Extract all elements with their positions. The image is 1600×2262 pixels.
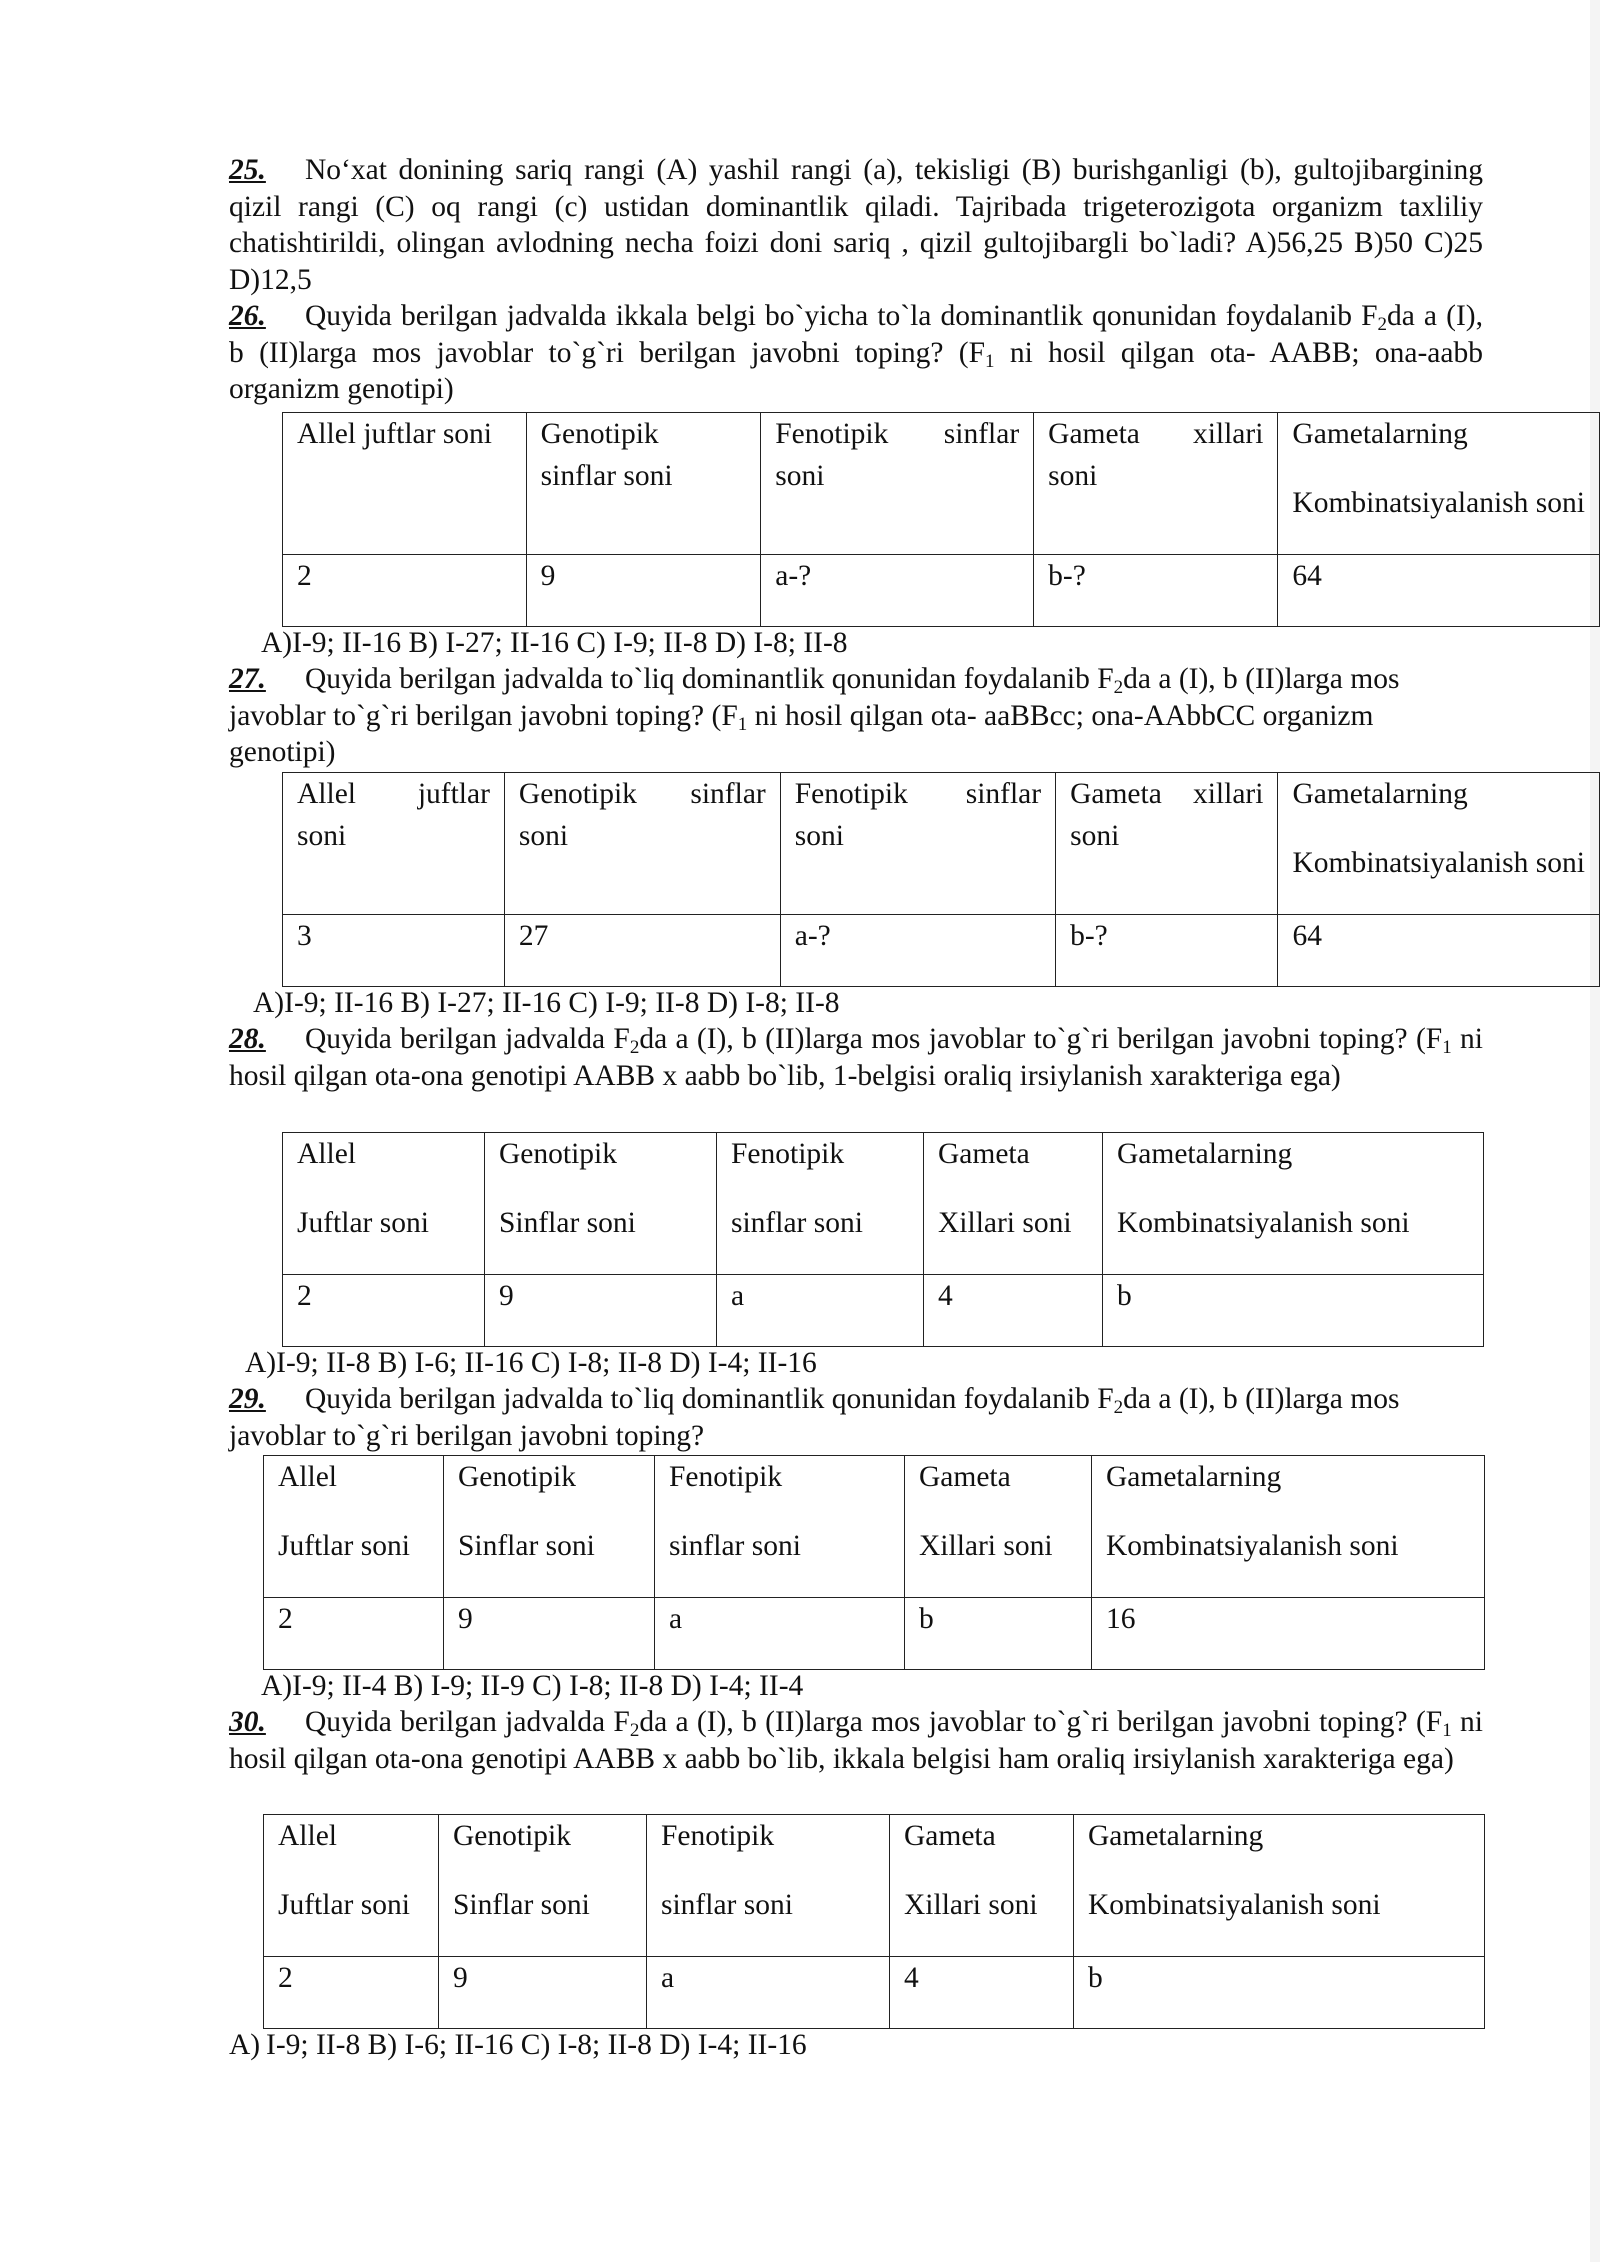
question-number: 29. (229, 1383, 266, 1415)
header-cell: Gametalarning Kombinatsiyalanish soni (1103, 1133, 1484, 1275)
header-cell: Gametalarning Kombinatsiyalanish soni (1092, 1456, 1485, 1598)
table-cell: b (905, 1598, 1092, 1670)
header-cell: Fenotipik sinflar soni (717, 1133, 924, 1275)
table-cell: b-? (1056, 915, 1278, 987)
table-header-row (264, 1815, 1485, 1957)
header-cell: Fenotipik sinflar soni (780, 773, 1055, 915)
question-29-answers: A)I-9; II-4 B) I-9; II-9 C) I-8; II-8 D) I-4; II-4 (261, 1670, 804, 1702)
header-cell: Gametalarning Kombinatsiyalanish soni (1074, 1815, 1485, 1957)
table-cell: 64 (1278, 915, 1600, 987)
table-cell: 2 (283, 1275, 485, 1347)
header-cell: Gametalarning Kombinatsiyalanish soni (1278, 773, 1600, 915)
table-cell: 64 (1278, 555, 1600, 627)
header-cell: Allel Juftlar soni (264, 1815, 439, 1957)
question-28-table (282, 1132, 1484, 1347)
table-cell: 4 (924, 1275, 1103, 1347)
table-cell: a-? (761, 555, 1034, 627)
header-cell: Genotipik sinflar soni (504, 773, 780, 915)
table-cell: 27 (504, 915, 780, 987)
question-29-text: 29. Quyida berilgan jadvalda to`liq dominantlik qonunidan foydalanib $F_2da$ a (I), b (II)larga mos javoblar to`g`ri berilgan javobni toping? (229, 1383, 1400, 1452)
header-cell: Gametalarning Kombinatsiyalanish soni (1278, 413, 1600, 555)
table-cell: a (647, 1957, 890, 2029)
table-cell: b (1074, 1957, 1485, 2029)
table-cell: 4 (890, 1957, 1074, 2029)
question-25-text: 25. No‘xat donining sariq rangi (A) yashil rangi (a), tekisligi (B) burishganligi (b), gultojibargining qizil rangi (C) oq rangi (c) ustidan dominantlik qiladi. Tajribada trigeterozigota organizm taxliliy chatishtirildi, olingan avlodning necha foizi doni sariq , qizil gultojibargli bo`ladi? A)56,25 B)50 C)25 D)12,5 (229, 154, 1483, 296)
table-row (283, 555, 1600, 627)
header-cell: Fenotipik sinflar soni (655, 1456, 905, 1598)
question-25 (229, 152, 1483, 298)
header-cell: Allel Juftlar soni (264, 1456, 444, 1598)
table-cell: 9 (439, 1957, 647, 2029)
question-30-text: 30. Quyida berilgan jadvalda $F_2da$ a (I), b (II)larga mos javoblar to`g`ri berilgan javobni toping? ($F_1$ ni hosil qilgan ota-ona genotipi AABB x aabb bo`lib, ikkala belgisi ham oraliq irsiylanish xarakteriga ega) (229, 1706, 1483, 1775)
table-cell: b (1103, 1275, 1484, 1347)
table-row (264, 1598, 1485, 1670)
table-cell: 16 (1092, 1598, 1485, 1670)
table-row (283, 1275, 1484, 1347)
table-cell: a (655, 1598, 905, 1670)
table-cell: 3 (283, 915, 505, 987)
question-number: 26. (229, 300, 266, 332)
table-cell: a (717, 1275, 924, 1347)
question-number: 25. (229, 154, 266, 186)
table-header-row (283, 413, 1600, 555)
question-29-table (263, 1455, 1485, 1670)
question-26-answers: A)I-9; II-16 B) I-27; II-16 C) I-9; II-8 D) I-8; II-8 (261, 627, 848, 659)
table-cell: a-? (780, 915, 1055, 987)
question-27 (229, 661, 1483, 771)
question-number: 27. (229, 663, 266, 695)
table-header-row (283, 773, 1600, 915)
question-30 (229, 1704, 1483, 1777)
question-26-table (282, 412, 1600, 627)
question-26-text: 26. Quyida berilgan jadvalda ikkala belgi bo`yicha to`la dominantlik qonunidan foydalanib $F_2da$ a (I), b (II)larga mos javoblar to`g`ri berilgan javobni toping? ($F_1$ ni hosil qilgan ota- AABB; ona-aabb organizm genotipi) (229, 300, 1483, 405)
header-cell: Gameta Xillari soni (905, 1456, 1092, 1598)
header-cell: Genotipik Sinflar soni (485, 1133, 717, 1275)
question-27-answers: A)I-9; II-16 B) I-27; II-16 C) I-9; II-8 D) I-8; II-8 (253, 987, 840, 1019)
header-cell: Allel juftlar soni (283, 773, 505, 915)
table-header-row (264, 1456, 1485, 1598)
question-28 (229, 1021, 1483, 1094)
header-cell: Gameta Xillari soni (924, 1133, 1103, 1275)
table-row (264, 1957, 1485, 2029)
question-28-answers: A)I-9; II-8 B) I-6; II-16 C) I-8; II-8 D) I-4; II-16 (245, 1347, 817, 1379)
table-cell: 2 (283, 555, 527, 627)
table-cell: 9 (444, 1598, 655, 1670)
page-edge-shade (1590, 0, 1600, 2262)
header-cell: Genotipik sinflar soni (526, 413, 761, 555)
question-29 (229, 1381, 1483, 1454)
question-27-table (282, 772, 1600, 987)
table-cell: b-? (1034, 555, 1278, 627)
question-26 (229, 298, 1483, 408)
header-cell: Fenotipik sinflar soni (761, 413, 1034, 555)
question-30-table (263, 1814, 1485, 2029)
table-cell: 2 (264, 1957, 439, 2029)
header-cell: Gameta xillari soni (1034, 413, 1278, 555)
table-cell: 2 (264, 1598, 444, 1670)
header-cell: Genotipik Sinflar soni (439, 1815, 647, 1957)
table-cell: 9 (485, 1275, 717, 1347)
header-cell: Fenotipik sinflar soni (647, 1815, 890, 1957)
header-cell: Allel juftlar soni (283, 413, 527, 555)
question-number: 28. (229, 1023, 266, 1055)
question-30-answers: A) I-9; II-8 B) I-6; II-16 C) I-8; II-8 D) I-4; II-16 (229, 2029, 807, 2061)
table-row (283, 915, 1600, 987)
question-28-text: 28. Quyida berilgan jadvalda $F_2da$ a (I), b (II)larga mos javoblar to`g`ri berilgan javobni toping? ($F_1$ ni hosil qilgan ota-ona genotipi AABB x aabb bo`lib, 1-belgisi oraliq irsiylanish xarakteriga ega) (229, 1023, 1483, 1092)
header-cell: Allel Juftlar soni (283, 1133, 485, 1275)
header-cell: Gameta xillari soni (1056, 773, 1278, 915)
header-cell: Genotipik Sinflar soni (444, 1456, 655, 1598)
question-27-text: 27. Quyida berilgan jadvalda to`liq dominantlik qonunidan foydalanib $F_2da$ a (I), b (II)larga mos javoblar to`g`ri berilgan javobni toping? ($F_1$ ni hosil qilgan ota- aaBBcc; ona-AAbbCC organizm genotipi) (229, 663, 1400, 768)
table-cell: 9 (526, 555, 761, 627)
header-cell: Gameta Xillari soni (890, 1815, 1074, 1957)
table-header-row (283, 1133, 1484, 1275)
question-number: 30. (229, 1706, 266, 1738)
